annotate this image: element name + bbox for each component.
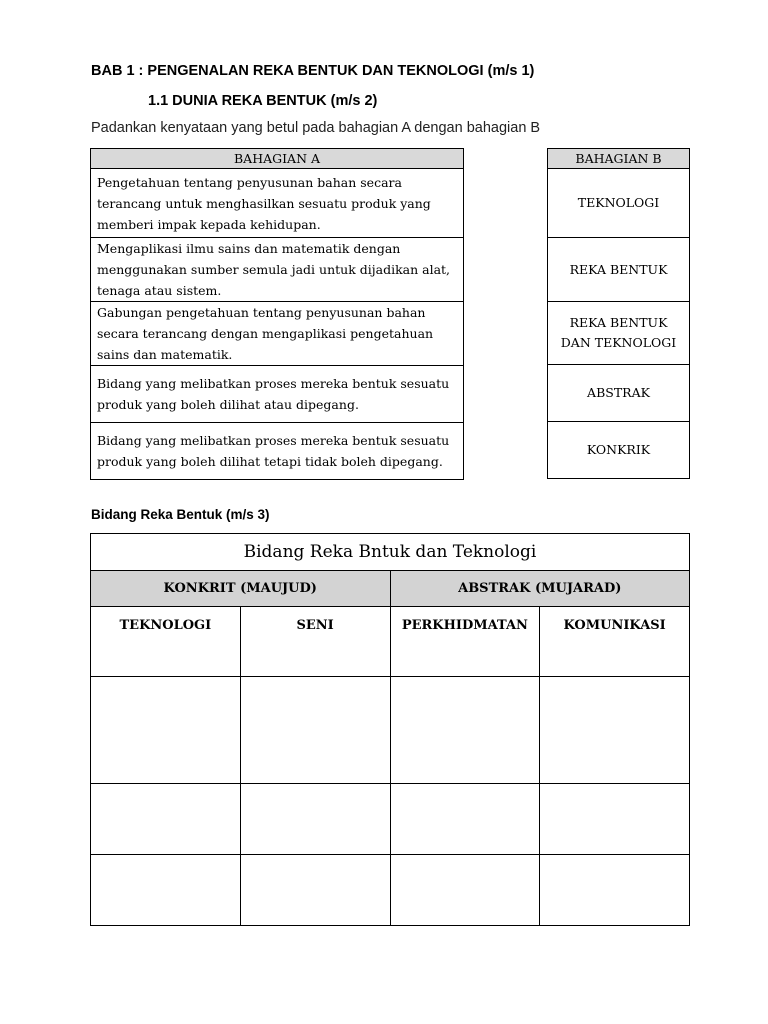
answer-cell[interactable] (390, 643, 540, 676)
answer-cell[interactable] (240, 854, 390, 925)
bahagian-a-row (91, 366, 464, 423)
answer-cell[interactable] (390, 783, 540, 854)
row-line: memberi impak kepada kehidupan. (97, 216, 321, 232)
row-line: Gabungan pengetahuan tentang penyusunan bahan (97, 305, 426, 320)
row-line: REKA BENTUK (569, 315, 668, 330)
row-line: Bidang yang melibatkan proses mereka bentuk sesuatu (97, 376, 450, 391)
row-line: DAN TEKNOLOGI (560, 335, 677, 350)
group-header-konkrit: KONKRIT (MAUJUD) (91, 571, 391, 607)
answer-cell[interactable] (240, 643, 390, 676)
answer-cell[interactable] (91, 643, 241, 676)
bahagian-b-row (548, 365, 690, 422)
row-line: REKA BENTUK (569, 261, 668, 277)
chapter-title: BAB 1 : PENGENALAN REKA BENTUK DAN TEKNOLOGI (m/s 1) (91, 63, 535, 79)
bahagian-b-row (548, 238, 690, 302)
answer-cell[interactable] (240, 783, 390, 854)
answer-cell[interactable] (91, 783, 241, 854)
column-header-komunikasi: KOMUNIKASI (540, 607, 690, 644)
bahagian-a-header: BAHAGIAN A (91, 149, 464, 169)
bahagian-b-row (548, 302, 690, 365)
group-header-abstrak: ABSTRAK (MUJARAD) (390, 571, 690, 607)
row-line: TEKNOLOGI (577, 195, 660, 210)
answer-cell[interactable] (240, 676, 390, 783)
answer-cell[interactable] (540, 676, 690, 783)
column-header-teknologi: TEKNOLOGI (91, 607, 241, 644)
row-line: menggunakan sumber semula jadi untuk dijadikan alat, (97, 262, 451, 277)
bidang-table-title: Bidang Reka Bntuk dan Teknologi (91, 534, 690, 571)
answer-cell[interactable] (91, 676, 241, 783)
row-line: ABSTRAK (587, 385, 650, 400)
bahagian-b-table (547, 148, 690, 479)
bahagian-a-row (91, 238, 464, 302)
answer-cell[interactable] (390, 676, 540, 783)
column-header-perkhidmatan: PERKHIDMATAN (390, 607, 540, 644)
bahagian-b-row (548, 169, 690, 238)
bahagian-b-header: BAHAGIAN B (548, 149, 690, 169)
bahagian-b-row (548, 422, 690, 479)
row-line: Mengaplikasi ilmu sains dan matematik dengan (97, 241, 401, 256)
answer-cell[interactable] (91, 854, 241, 925)
bidang-heading: Bidang Reka Bentuk (m/s 3) (91, 507, 270, 522)
bahagian-a-row (91, 302, 464, 366)
column-header-seni: SENI (240, 607, 390, 644)
bahagian-a-row (91, 169, 464, 238)
section-title: 1.1 DUNIA REKA BENTUK (m/s 2) (148, 93, 378, 109)
row-line: Pengetahuan tentang penyusunan bahan secara (97, 174, 402, 190)
answer-cell[interactable] (540, 854, 690, 925)
row-line: Bidang yang melibatkan proses mereka bentuk sesuatu (97, 433, 450, 448)
bidang-table (90, 533, 690, 926)
row-line: KONKRIK (586, 442, 651, 457)
row-line: tenaga atau sistem. (97, 283, 222, 298)
row-line: terancang untuk menghasilkan sesuatu produk yang (97, 195, 431, 211)
bahagian-a-row (91, 423, 464, 480)
answer-cell[interactable] (540, 783, 690, 854)
row-line: produk yang boleh dilihat atau dipegang. (97, 397, 359, 412)
row-line: secara terancang dengan mengaplikasi pengetahuan (97, 326, 434, 341)
instruction-text: Padankan kenyataan yang betul pada bahagian A dengan bahagian B (91, 120, 541, 136)
bahagian-a-table (90, 148, 464, 480)
answer-cell[interactable] (540, 643, 690, 676)
row-line: sains dan matematik. (97, 347, 233, 362)
answer-cell[interactable] (390, 854, 540, 925)
row-line: produk yang boleh dilihat tetapi tidak boleh dipegang. (97, 454, 443, 469)
